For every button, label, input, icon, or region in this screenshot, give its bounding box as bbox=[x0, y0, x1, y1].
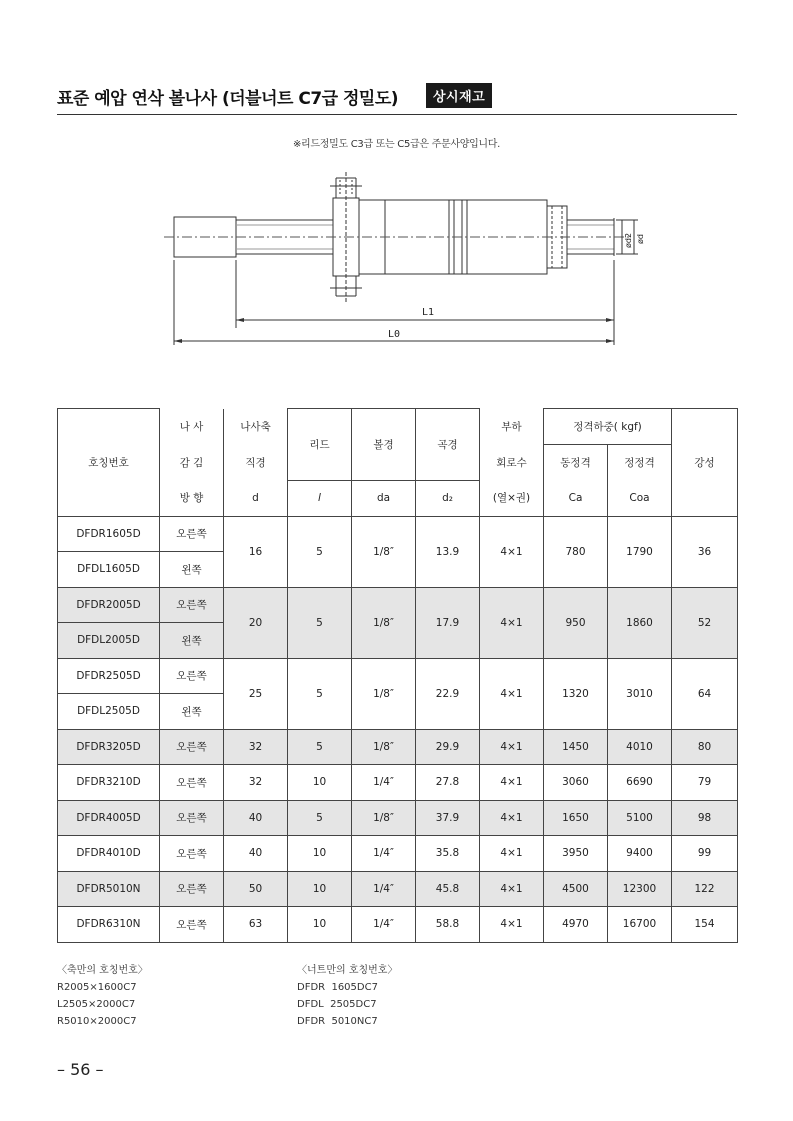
cell-rigidity: 98 bbox=[672, 800, 738, 836]
cell-d: 20 bbox=[224, 587, 288, 658]
cell-part-no: DFDR2505D bbox=[58, 658, 160, 694]
cell-circuits: 4×1 bbox=[480, 765, 544, 801]
cell-ca: 1450 bbox=[544, 729, 608, 765]
nut-only-item: DFDR 5010NC7 bbox=[297, 1016, 378, 1027]
cell-coa: 6690 bbox=[608, 765, 672, 801]
dim-l1: L1 bbox=[422, 307, 435, 318]
cell-part-no: DFDR3210D bbox=[58, 765, 160, 801]
cell-ball: 1/8″ bbox=[352, 658, 416, 729]
cell-d: 40 bbox=[224, 800, 288, 836]
table-row bbox=[58, 871, 738, 907]
table-row bbox=[58, 765, 738, 801]
cell-d: 16 bbox=[224, 516, 288, 587]
cell-lead: 10 bbox=[288, 871, 352, 907]
cell-lead: 5 bbox=[288, 587, 352, 658]
header-ball: 볼경 bbox=[352, 409, 416, 481]
cell-part-no: DFDL2505D bbox=[58, 694, 160, 730]
shaft-only-item: R2005×1600C7 bbox=[57, 982, 137, 993]
table-row bbox=[58, 729, 738, 765]
ballscrew-drawing bbox=[160, 170, 645, 350]
cell-lead: 10 bbox=[288, 907, 352, 943]
cell-coa: 3010 bbox=[608, 658, 672, 729]
header-rigidity: 강성 bbox=[672, 409, 738, 517]
nut-only-item: DFDR 1605DC7 bbox=[297, 982, 378, 993]
cell-coa: 1860 bbox=[608, 587, 672, 658]
cell-lead: 5 bbox=[288, 516, 352, 587]
nut-only-notes bbox=[297, 962, 397, 1030]
cell-part-no: DFDR1605D bbox=[58, 516, 160, 552]
cell-part-no: DFDL1605D bbox=[58, 552, 160, 588]
cell-coa: 4010 bbox=[608, 729, 672, 765]
cell-ball: 1/8″ bbox=[352, 587, 416, 658]
cell-d: 32 bbox=[224, 729, 288, 765]
cell-ball: 1/4″ bbox=[352, 907, 416, 943]
cell-root: 13.9 bbox=[416, 516, 480, 587]
table-row bbox=[58, 587, 738, 623]
cell-coa: 5100 bbox=[608, 800, 672, 836]
cell-rigidity: 64 bbox=[672, 658, 738, 729]
cell-circuits: 4×1 bbox=[480, 658, 544, 729]
cell-part-no: DFDR3205D bbox=[58, 729, 160, 765]
cell-part-no: DFDL2005D bbox=[58, 623, 160, 659]
cell-circuits: 4×1 bbox=[480, 871, 544, 907]
cell-ca: 4500 bbox=[544, 871, 608, 907]
cell-part-no: DFDR4010D bbox=[58, 836, 160, 872]
cell-ca: 1320 bbox=[544, 658, 608, 729]
header-part-no: 호칭번호 bbox=[58, 409, 160, 517]
cell-rigidity: 122 bbox=[672, 871, 738, 907]
dim-d2: ød2 bbox=[624, 232, 633, 248]
cell-direction: 오른쪽 bbox=[160, 516, 224, 552]
table-row bbox=[58, 516, 738, 552]
cell-root: 58.8 bbox=[416, 907, 480, 943]
cell-rigidity: 52 bbox=[672, 587, 738, 658]
cell-root: 27.8 bbox=[416, 765, 480, 801]
cell-ball: 1/8″ bbox=[352, 800, 416, 836]
cell-ca: 950 bbox=[544, 587, 608, 658]
header-lead: 리드 bbox=[288, 409, 352, 481]
cell-rigidity: 36 bbox=[672, 516, 738, 587]
cell-d: 63 bbox=[224, 907, 288, 943]
dim-l0: L0 bbox=[388, 329, 401, 340]
table-row bbox=[58, 907, 738, 943]
cell-coa: 12300 bbox=[608, 871, 672, 907]
cell-ball: 1/4″ bbox=[352, 765, 416, 801]
cell-direction: 오른쪽 bbox=[160, 871, 224, 907]
cell-direction: 왼쪽 bbox=[160, 552, 224, 588]
cell-d: 25 bbox=[224, 658, 288, 729]
spec-table: 호칭번호 나 사 나사축 리드 볼경 곡경 부하 정격하중( kgf) 강성 감 김 직경 회로수 동정격 정정격 방 향 d l da d₂ (열×권) Ca Coa DFDR1605D 오른쪽 16 5 1/8″ 13.9 4×1 780 1790 36 DFDL1605D 왼쪽 DFDR2005D 오른쪽 20 5 1/8″ 17.9 4×1 950 1860 52 DFDL2005D 왼쪽 DFDR2505D 오른쪽 25 5 1/8″ 22.9 4×1 1320 3010 64 DFDL2505D 왼쪽 DFDR3205D 오른쪽 32 5 1/8″ 29.9 4×1 1450 4010 80 DFDR3210D 오른쪽 32 10 1/4″ 27.8 4×1 3060 6690 79 DFDR4005D 오른쪽 40 5 1/8″ 37.9 4×1 1650 5100 98 DFDR4010D 오른쪽 40 10 1/4″ 35.8 4×1 3950 9400 99 DFDR5010N 오른쪽 50 10 1/4″ 45.8 4×1 4500 12300 122 DFDR6310N 오른쪽 63 10 1/4″ 58.8 4×1 4970 16700 154 bbox=[57, 408, 738, 943]
cell-ca: 3950 bbox=[544, 836, 608, 872]
page-header bbox=[57, 84, 737, 115]
cell-direction: 오른쪽 bbox=[160, 587, 224, 623]
stock-badge: 상시재고 bbox=[426, 83, 492, 108]
shaft-only-notes bbox=[57, 962, 148, 1030]
cell-coa: 16700 bbox=[608, 907, 672, 943]
cell-part-no: DFDR5010N bbox=[58, 871, 160, 907]
cell-direction: 오른쪽 bbox=[160, 907, 224, 943]
cell-direction: 오른쪽 bbox=[160, 836, 224, 872]
cell-direction: 오른쪽 bbox=[160, 765, 224, 801]
shaft-only-title: 〈축만의 호칭번호〉 bbox=[57, 965, 148, 976]
cell-rigidity: 79 bbox=[672, 765, 738, 801]
cell-lead: 5 bbox=[288, 800, 352, 836]
nut-only-title: 〈너트만의 호칭번호〉 bbox=[297, 965, 398, 976]
shaft-only-item: L2505×2000C7 bbox=[57, 999, 136, 1010]
cell-rigidity: 154 bbox=[672, 907, 738, 943]
header-dynamic: 동정격 bbox=[544, 445, 608, 481]
shaft-only-item: R5010×2000C7 bbox=[57, 1016, 137, 1027]
cell-coa: 9400 bbox=[608, 836, 672, 872]
header-circuits: 부하 bbox=[480, 409, 544, 445]
spec-table-body bbox=[58, 516, 738, 942]
cell-root: 37.9 bbox=[416, 800, 480, 836]
cell-ca: 4970 bbox=[544, 907, 608, 943]
header-shaft: 나사축 bbox=[224, 409, 288, 445]
cell-rigidity: 80 bbox=[672, 729, 738, 765]
header-dir: 나 사 bbox=[160, 409, 224, 445]
cell-ball: 1/8″ bbox=[352, 516, 416, 587]
cell-lead: 5 bbox=[288, 658, 352, 729]
table-row bbox=[58, 836, 738, 872]
cell-ca: 1650 bbox=[544, 800, 608, 836]
cell-circuits: 4×1 bbox=[480, 800, 544, 836]
cell-part-no: DFDR6310N bbox=[58, 907, 160, 943]
cell-ca: 3060 bbox=[544, 765, 608, 801]
cell-ball: 1/4″ bbox=[352, 836, 416, 872]
cell-d: 32 bbox=[224, 765, 288, 801]
table-row bbox=[58, 800, 738, 836]
cell-d: 40 bbox=[224, 836, 288, 872]
cell-rigidity: 99 bbox=[672, 836, 738, 872]
cell-root: 29.9 bbox=[416, 729, 480, 765]
cell-direction: 오른쪽 bbox=[160, 729, 224, 765]
cell-ca: 780 bbox=[544, 516, 608, 587]
table-row bbox=[58, 658, 738, 694]
nut-only-item: DFDL 2505DC7 bbox=[297, 999, 377, 1010]
page-number: – 56 – bbox=[57, 1060, 104, 1079]
dim-d: ød bbox=[636, 234, 645, 244]
cell-circuits: 4×1 bbox=[480, 516, 544, 587]
cell-direction: 오른쪽 bbox=[160, 800, 224, 836]
cell-part-no: DFDR2005D bbox=[58, 587, 160, 623]
cell-circuits: 4×1 bbox=[480, 836, 544, 872]
cell-direction: 왼쪽 bbox=[160, 694, 224, 730]
cell-root: 45.8 bbox=[416, 871, 480, 907]
cell-part-no: DFDR4005D bbox=[58, 800, 160, 836]
cell-direction: 오른쪽 bbox=[160, 658, 224, 694]
cell-lead: 10 bbox=[288, 765, 352, 801]
cell-lead: 5 bbox=[288, 729, 352, 765]
lead-precision-note: ※리드정밀도 C3급 또는 C5급은 주문사양입니다. bbox=[292, 139, 501, 150]
cell-root: 17.9 bbox=[416, 587, 480, 658]
header-root: 곡경 bbox=[416, 409, 480, 481]
header-load-rating: 정격하중( kgf) bbox=[544, 409, 672, 445]
cell-root: 22.9 bbox=[416, 658, 480, 729]
cell-root: 35.8 bbox=[416, 836, 480, 872]
cell-circuits: 4×1 bbox=[480, 729, 544, 765]
header-static: 정정격 bbox=[608, 445, 672, 481]
cell-d: 50 bbox=[224, 871, 288, 907]
cell-direction: 왼쪽 bbox=[160, 623, 224, 659]
cell-ball: 1/4″ bbox=[352, 871, 416, 907]
cell-circuits: 4×1 bbox=[480, 587, 544, 658]
cell-coa: 1790 bbox=[608, 516, 672, 587]
cell-ball: 1/8″ bbox=[352, 729, 416, 765]
page-title: 표준 예압 연삭 볼나사 (더블너트 C7급 정밀도) bbox=[57, 89, 399, 109]
cell-lead: 10 bbox=[288, 836, 352, 872]
cell-circuits: 4×1 bbox=[480, 907, 544, 943]
